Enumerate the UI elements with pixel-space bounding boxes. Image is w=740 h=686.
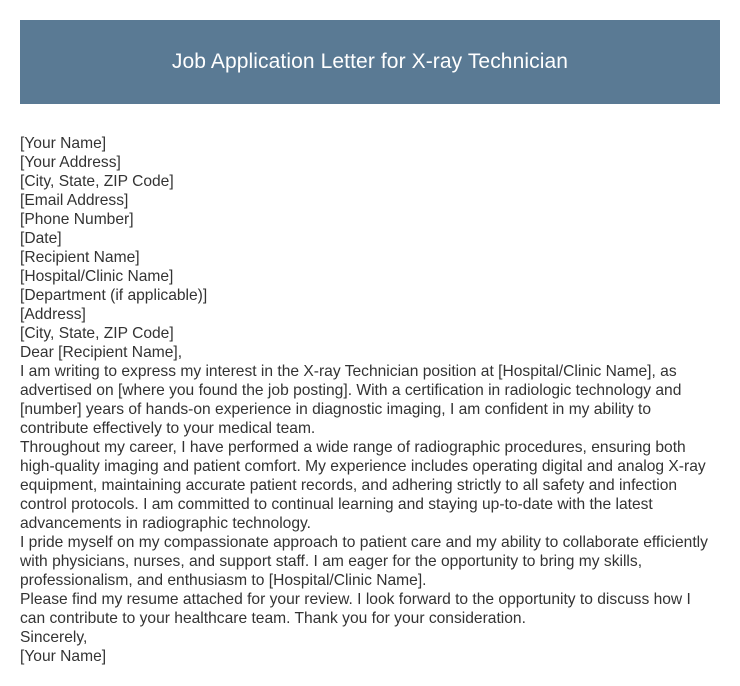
- signature: [Your Name]: [20, 648, 107, 665]
- letter-date: [Date]: [20, 230, 62, 247]
- salutation: Dear [Recipient Name],: [20, 344, 183, 361]
- sender-phone: [Phone Number]: [20, 211, 134, 228]
- recipient-name: [Recipient Name]: [20, 249, 140, 266]
- page-title: Job Application Letter for X-ray Technician: [171, 50, 569, 73]
- paragraph-teamwork: I pride myself on my compassionate approach to patient care and my ability to collaborate efficiently with physicians, nurses, and support staff. I am eager for the opportunity to bring my skills, professionalism, and enthusiasm to [Hospital/Clinic Name].: [20, 534, 708, 589]
- title-banner: [20, 20, 720, 104]
- sender-city-state-zip: [City, State, ZIP Code]: [20, 173, 174, 190]
- paragraph-closing: Please find my resume attached for your review. I look forward to the opportunity to discuss how I can contribute to your healthcare team. Thank you for your consideration.: [20, 591, 691, 627]
- sender-name: [Your Name]: [20, 135, 107, 152]
- paragraph-intro: I am writing to express my interest in the X-ray Technician position at [Hospital/Clinic Name], as advertised on [where you found the job posting]. With a certification in radiologic technology and [number] years of hands-on experience in diagnostic imaging, I am confident in my ability to contribute effectively to your medical team.: [20, 363, 682, 437]
- recipient-city-state-zip: [City, State, ZIP Code]: [20, 325, 174, 342]
- paragraph-experience: Throughout my career, I have performed a wide range of radiographic procedures, ensuring both high-quality imaging and patient comfort. My experience includes operating digital and analog X-ray equipment, maintaining accurate patient records, and adhering strictly to all safety and infection control protocols. I am committed to continual learning and staying up-to-date with the latest advancements in radiographic technology.: [20, 439, 706, 532]
- closing: Sincerely,: [20, 629, 88, 646]
- recipient-organization: [Hospital/Clinic Name]: [20, 268, 174, 285]
- sender-address: [Your Address]: [20, 154, 121, 171]
- sender-email: [Email Address]: [20, 192, 129, 209]
- recipient-address: [Address]: [20, 306, 86, 323]
- recipient-department: [Department (if applicable)]: [20, 287, 208, 304]
- letter-body: [20, 134, 720, 666]
